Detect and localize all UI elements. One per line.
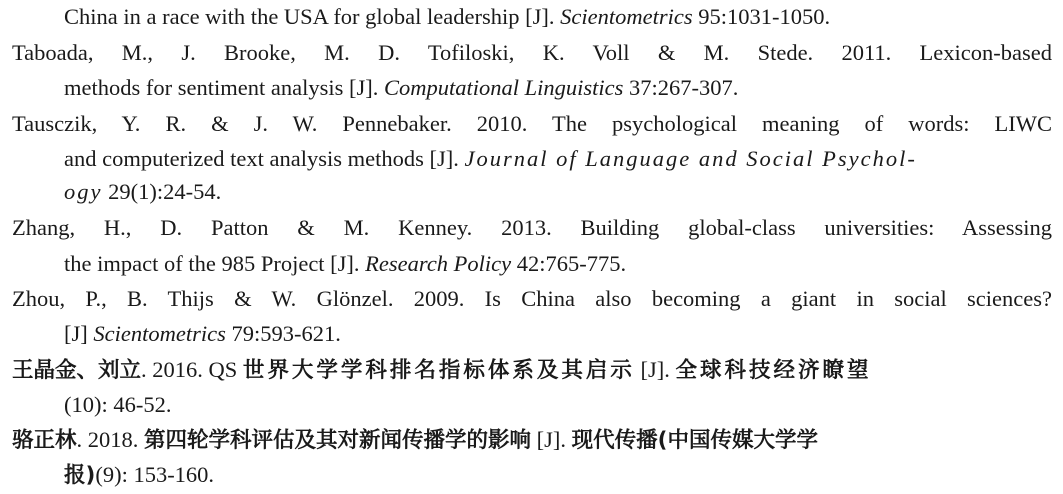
author-names: 骆正林 bbox=[12, 428, 77, 453]
journal-title: Journal of Language and Social Psychol- bbox=[464, 146, 917, 171]
reference-line bbox=[64, 460, 214, 491]
reference-line bbox=[64, 319, 341, 349]
journal-title: 现代传播(中国传媒大学学 bbox=[571, 428, 818, 453]
reference-citation: 29(1):24-54. bbox=[102, 179, 222, 204]
reference-line bbox=[12, 38, 1052, 68]
reference-text: the impact of the 985 Project [J]. bbox=[64, 251, 366, 276]
journal-title: Research Policy bbox=[365, 251, 512, 276]
reference-text: Zhang, H., D. Patton & M. Kenney. 2013. Building global-class universities: Assessing bbox=[12, 215, 1052, 240]
reference-line bbox=[64, 2, 830, 32]
reference-text: Zhou, P., B. Thijs & W. Glönzel. 2009. Is China also becoming a giant in social sciences? bbox=[12, 286, 1052, 311]
reference-citation: 37:267-307. bbox=[623, 75, 739, 100]
reference-line bbox=[64, 390, 171, 420]
reference-citation: (9): 153-160. bbox=[95, 462, 215, 487]
reference-line bbox=[12, 425, 818, 456]
reference-text: . 2018. bbox=[76, 427, 145, 452]
reference-text: methods for sentiment analysis [J]. bbox=[64, 75, 384, 100]
reference-line bbox=[12, 284, 1052, 314]
article-title: 世界大学学科排名指标体系及其启示 bbox=[242, 358, 635, 383]
journal-title: ogy bbox=[64, 179, 103, 204]
reference-text: Taboada, M., J. Brooke, M. D. Tofiloski, K. Voll & M. Stede. 2011. Lexicon-based bbox=[12, 40, 1052, 65]
reference-line bbox=[12, 213, 1052, 243]
reference-line bbox=[12, 109, 1052, 139]
author-names: 王晶金、刘立 bbox=[12, 358, 142, 383]
reference-line bbox=[64, 144, 917, 174]
journal-title: 全球科技经济瞭望 bbox=[675, 358, 872, 383]
journal-title: Scientometrics bbox=[93, 321, 226, 346]
journal-title: Scientometrics bbox=[560, 4, 693, 29]
reference-text: Tausczik, Y. R. & J. W. Pennebaker. 2010. The psychological meaning of words: LIWC bbox=[12, 111, 1052, 136]
reference-text: [J] bbox=[64, 321, 94, 346]
article-title: 第四轮学科评估及其对新闻传播学的影响 bbox=[144, 428, 532, 453]
journal-title: Computational Linguistics bbox=[383, 75, 624, 100]
reference-citation: (10): 46-52. bbox=[64, 392, 172, 417]
reference-line bbox=[12, 355, 872, 386]
reference-citation: 95:1031-1050. bbox=[692, 4, 831, 29]
reference-text: . 2016. QS bbox=[141, 357, 243, 382]
reference-citation: 42:765-775. bbox=[511, 251, 627, 276]
reference-line bbox=[64, 177, 221, 207]
reference-text: [J]. bbox=[531, 427, 572, 452]
reference-citation: 79:593-621. bbox=[225, 321, 341, 346]
reference-text: China in a race with the USA for global leadership [J]. bbox=[64, 4, 561, 29]
reference-line bbox=[64, 249, 626, 279]
reference-text: and computerized text analysis methods [J]. bbox=[64, 146, 465, 171]
reference-line bbox=[64, 73, 738, 103]
journal-title: 报) bbox=[64, 463, 96, 488]
reference-text: [J]. bbox=[634, 357, 676, 382]
